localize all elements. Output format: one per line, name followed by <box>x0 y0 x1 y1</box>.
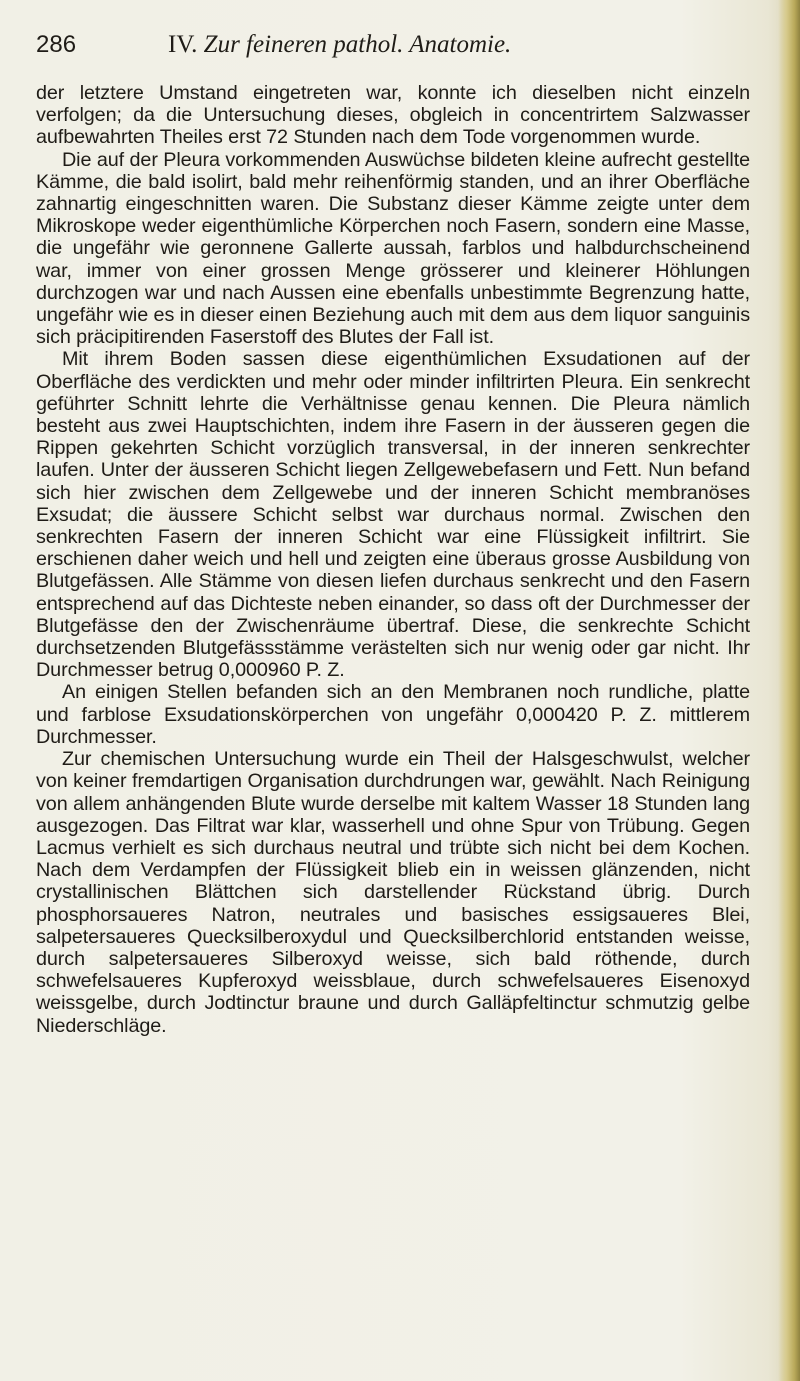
running-title <box>168 30 511 60</box>
chapter-number: IV. <box>168 31 198 58</box>
paragraph: Zur chemischen Untersuchung wurde ein Theil der Halsgeschwulst, welcher von keiner fremdartigen Organisation durchdrungen war, gewählt. Nach Reinigung von allem anhängenden Blute wurde derselbe mit kaltem Wasser 18 Stunden lang ausgezogen. Das Filtrat war klar, wasserhell und ohne Spur von Trübung. Gegen Lacmus verhielt es sich durchaus neutral und trübte sich nicht bei dem Kochen. Nach dem Verdampfen der Flüssigkeit blieb ein in weissen glänzenden, nicht crystallinischen Blättchen sich darstellender Rückstand übrig. Durch phosphorsaueres Natron, neutrales und basisches essigsaueres Blei, salpetersaueres Quecksilberoxydul und Quecksilberchlorid entstanden weisse, durch salpetersaueres Silberoxyd weisse, sich bald röthende, durch schwefelsaueres Kupferoxyd weissblaue, durch schwefelsaueres Eisenoxyd weissgelbe, durch Jodtinctur braune und durch Galläpfeltinctur schmutzig gelbe Niederschläge. <box>36 748 750 1037</box>
paragraph: Die auf der Pleura vorkommenden Auswüchse bildeten kleine aufrecht gestellte Kämme, die bald isolirt, bald mehr reihenförmig standen, und an ihrer Oberfläche zahnartig eingeschnitten waren. Die Substanz dieser Kämme zeigte unter dem Mikroskope weder eigenthümliche Körperchen noch Fasern, sondern eine Masse, die ungefähr wie geronnene Gallerte aussah, farblos und halbdurchscheinend war, immer von einer grossen Menge grösserer und kleinerer Höhlungen durchzogen war und nach Aussen eine ebenfalls unbestimmte Begrenzung hatte, ungefähr wie es in dieser einen Beziehung auch mit dem aus dem liquor sanguinis sich präcipitirenden Faserstoff des Blutes der Fall ist. <box>36 148 750 349</box>
running-header <box>36 30 736 64</box>
paragraph: Mit ihrem Boden sassen diese eigenthümlichen Exsudationen auf der Oberfläche des verdickten und mehr oder minder infiltrirten Pleura. Ein senkrecht geführter Schnitt lehrte die Verhältnisse genau kennen. Die Pleura nämlich besteht aus zwei Hauptschichten, indem ihre Fasern in der äusseren gegen die Rippen gekehrten Schicht vorzüglich transversal, in der inneren senkrechter laufen. Unter der äusseren Schicht liegen Zellgewebefasern und Fett. Nun befand sich hier zwischen dem Zellgewebe und der inneren Schicht membranöses Exsudat; die äussere Schicht selbst war durchaus normal. Zwischen den senkrechten Fasern der inneren Schicht war eine Flüssigkeit infiltrirt. Sie erschienen daher weich und hell und zeigten eine überaus grosse Ausbildung von Blutgefässen. Alle Stämme von diesen liefen durchaus senkrecht und den Fasern entsprechend auf das Dichteste neben einander, so dass oft der Durchmesser der Blutgefässe den der Zwischenräume übertraf. Diese, die senkrechte Schicht durchsetzenden Blutgefässstämme verästelten sich nur wenig oder gar nicht. Ihr Durchmesser betrug 0,000960 P. Z. <box>36 348 750 682</box>
body-text <box>36 82 750 1037</box>
page-number: 286 <box>36 31 77 58</box>
paragraph: An einigen Stellen befanden sich an den Membranen noch rundliche, platte und farblose Exsudationskörperchen von ungefähr 0,000420 P. Z. mittlerem Durchmesser. <box>36 681 750 748</box>
chapter-title: Zur feineren pathol. Anatomie. <box>203 31 512 58</box>
paragraph: der letztere Umstand eingetreten war, konnte ich dieselben nicht einzeln verfolgen; da die Untersuchung dieses, obgleich in concentrirtem Salzwasser aufbewahrten Theiles erst 72 Stunden nach dem Tode vorgenommen wurde. <box>36 82 750 149</box>
page-edge <box>778 0 800 1381</box>
